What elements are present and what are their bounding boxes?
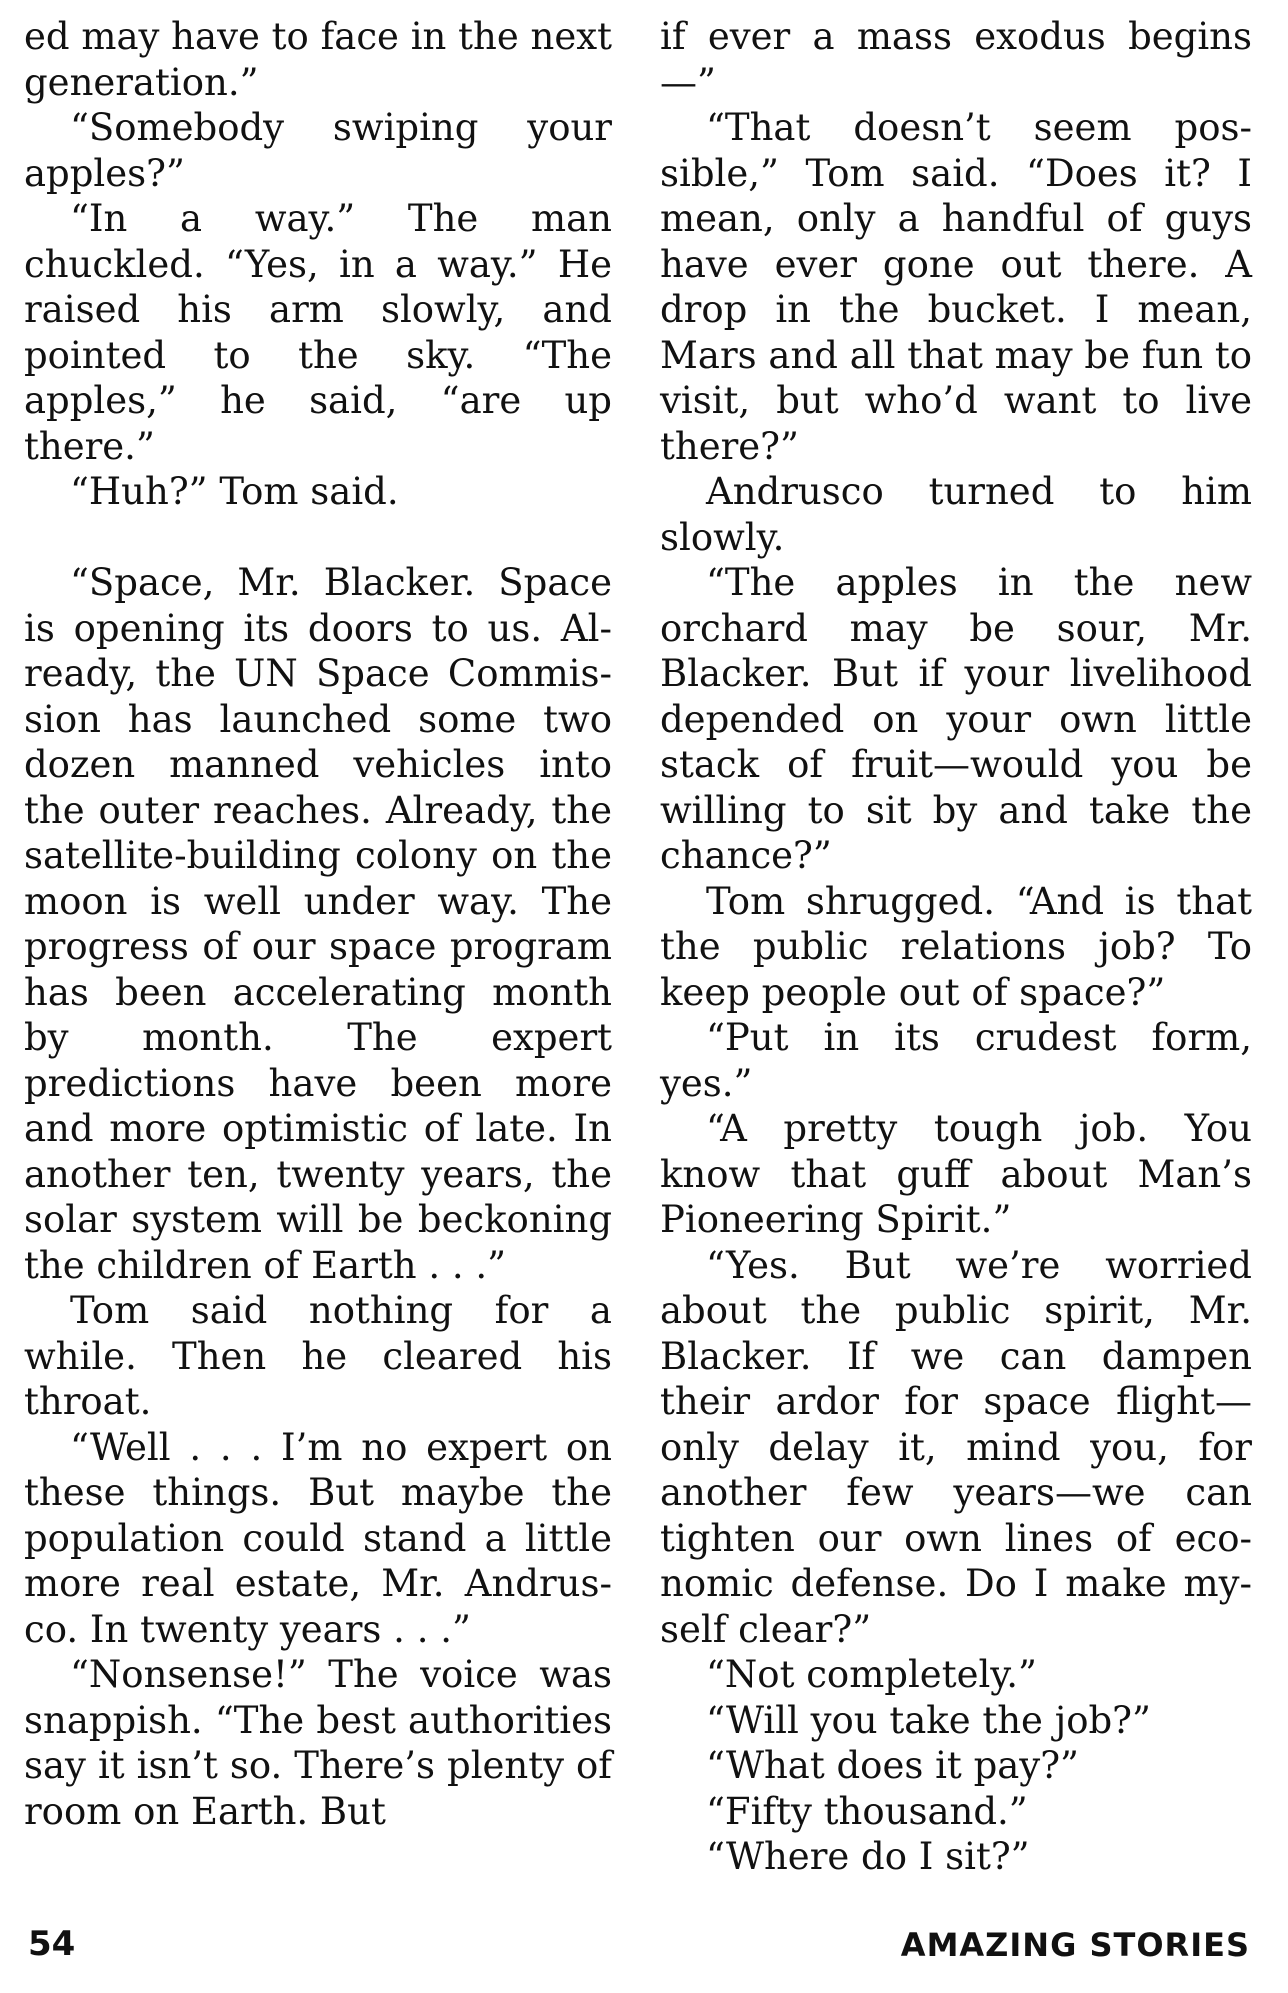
running-footer-title: AMAZING STORIES (900, 1926, 1250, 1964)
paragraph: “A pretty tough job. You know that guff about Man’s Pioneering Spirit.” (660, 1107, 1252, 1241)
paragraph: “Will you take the job?” (706, 1698, 1151, 1742)
paragraph: “Somebody swiping your apples?” (24, 106, 612, 195)
paragraph: Andrusco turned to him slowly. (660, 470, 1252, 559)
paragraph: “Huh?” Tom said. (70, 470, 399, 513)
left-text-column (24, 14, 612, 1834)
paragraph: if ever a mass exodus begins—” (660, 15, 1252, 104)
paragraph: “Space, Mr. Blacker. Space is opening its doors to us. Already, the UN Space Commission has launched some two dozen manned vehicles into the outer reaches. Already, the satellite-building colony on the moon is well under way. The progress of our space program has been accelerating month by month. The expert predictions have been more and more optimistic of late. In another ten, twenty years, the solar system will be beckoning the children of Earth . . .” (24, 561, 612, 1287)
paragraph: “That doesn’t seem possible,” Tom said. “Does it? I mean, only a handful of guys have ever gone out there. A drop in the bucket. I mean, Mars and all that may be fun to visit, but who’d want to live there?” (660, 106, 1252, 468)
paragraph: “Well . . . I’m no expert on these things. But maybe the population could stand a little more real estate, Mr. Andrusco. In twenty years . . .” (24, 1425, 612, 1651)
paragraph: “Where do I sit?” (706, 1835, 1030, 1878)
paragraph: “Yes. But we’re worried about the public spirit, Mr. Blacker. If we can dampen their ardor for space flight—only delay it, mind you, for another few years—we can tighten our own lines of economic defense. Do I make myself clear?” (660, 1243, 1252, 1651)
paragraph: “Put in its crudest form, yes.” (660, 1016, 1252, 1105)
paragraph: “Nonsense!” The voice was snappish. “The best authorities say it isn’t so. There’s plenty of room on Earth. But (24, 1653, 612, 1833)
page-number: 54 (28, 1924, 76, 1964)
right-text-column (660, 14, 1252, 1880)
paragraph: “The apples in the new orchard may be sour, Mr. Blacker. But if your livelihood depended on your own little stack of fruit—would you be willing to sit by and take the chance?” (660, 561, 1252, 877)
paragraph: “In a way.” The man chuckled. “Yes, in a way.” He raised his arm slowly, and pointed to the sky. “The apples,” he said, “are up there.” (24, 197, 612, 468)
paragraph: “Not completely.” (706, 1653, 1037, 1696)
paragraph: Tom shrugged. “And is that the public relations job? To keep people out of space?” (660, 879, 1252, 1014)
paragraph: “Fifty thousand.” (706, 1789, 1028, 1833)
paragraph: ed may have to face in the next generation.” (24, 15, 612, 104)
paragraph: Tom said nothing for a while. Then he cleared his throat. (24, 1289, 612, 1423)
paragraph: “What does it pay?” (706, 1744, 1079, 1787)
